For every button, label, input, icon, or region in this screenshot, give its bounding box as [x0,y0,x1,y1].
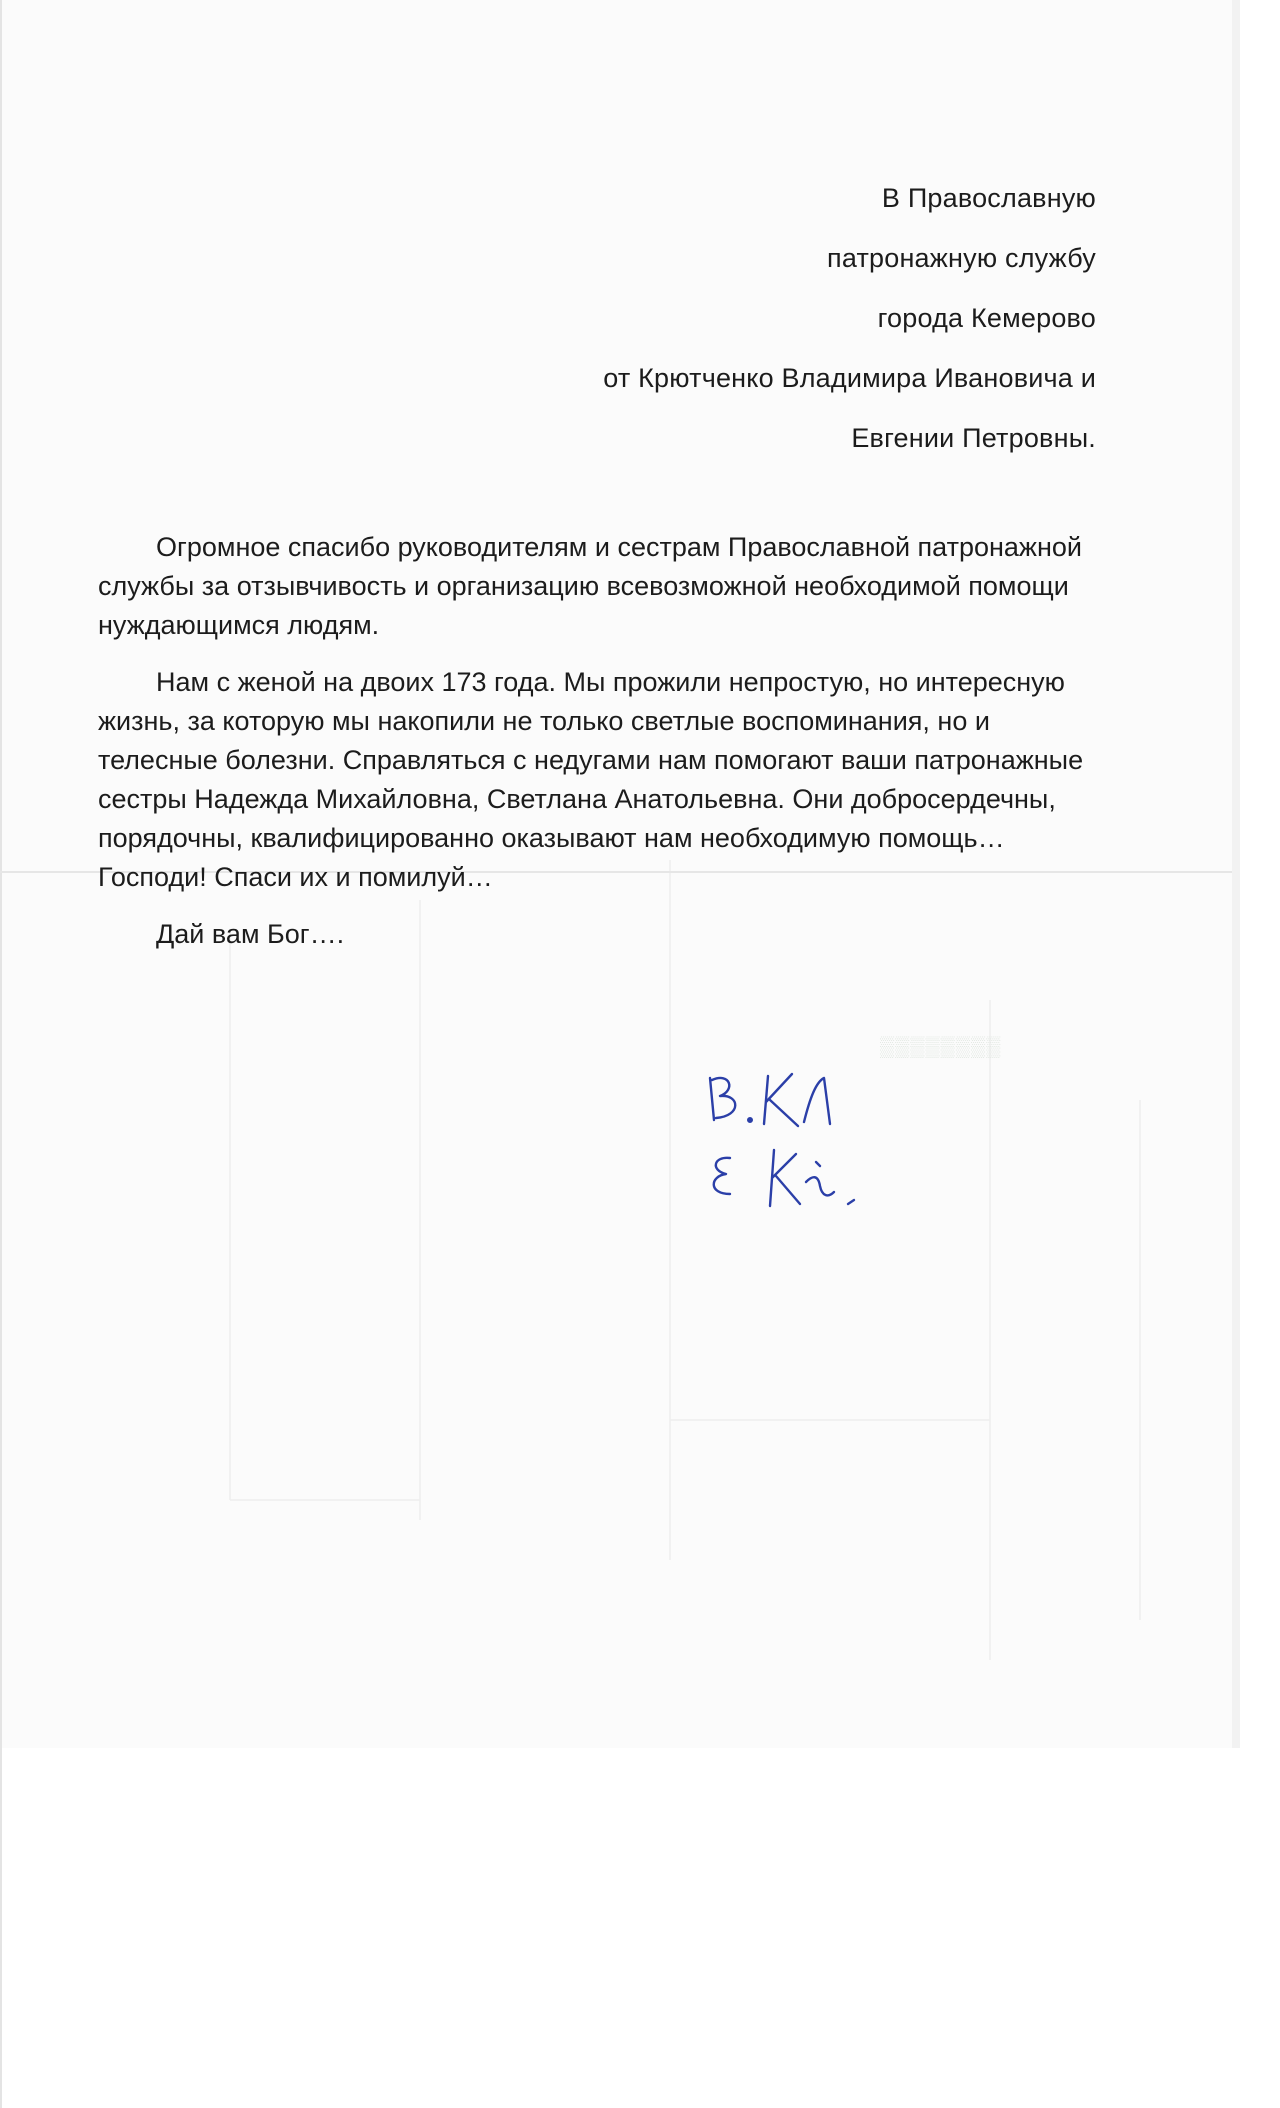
handwritten-signature [700,1058,900,1238]
scan-edge [1232,0,1240,1748]
sender-line: Евгении Петровны. [851,423,1096,453]
addressee-block [603,168,1096,468]
sender-line: от Крютченко Владимира Ивановича и [603,363,1096,393]
letter-closing: Дай вам Бог…. [156,919,345,949]
addressee-line: города Кемерово [877,303,1096,333]
addressee-line: патронажную службу [827,243,1096,273]
letter-paragraph: Огромное спасибо руководителям и сестрам Православной патронажной службы за отзывчивость и организацию всевозможной необходимой помощи нуждающимся людям. [98,532,1082,640]
letter-body [98,528,1088,972]
letter-paragraph: Нам с женой на двоих 173 года. Мы прожили непростую, но интересную жизнь, за которую мы накопили не только светлые воспоминания, но и телесные болезни. Справляться с недугами нам помогают ваши патронажные сестры Надежда Михайловна, Светлана Анатольевна. Они добросердечны, порядочны, квалифицированно оказывают нам необходимую помощь… Господи! Спаси их и помилуй… [98,667,1084,892]
faint-stamp-mark: ▒▒▒▒▒▒▒▒ [880,1036,1002,1058]
page-border [0,0,2,2108]
addressee-line: В Православную [881,183,1096,213]
